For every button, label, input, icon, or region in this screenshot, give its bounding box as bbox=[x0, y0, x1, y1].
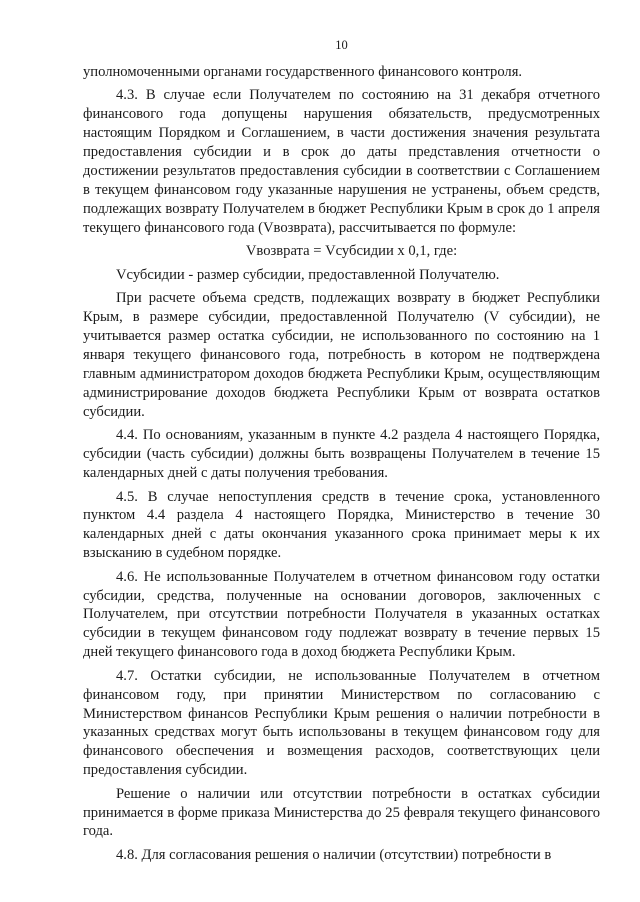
paragraph-decision: Решение о наличии или отсутствии потребности в остатках субсидии принимается в форме приказа Министерства до 25 февраля текущего финансового года. bbox=[83, 785, 600, 840]
paragraph-4-5: 4.5. В случае непоступления средств в течение срока, установленного пунктом 4.4 раздела 4 настоящего Порядка, Министерство в течение 30 календарных дней с даты окончания указанного срока принимает меры к их взысканию в судебном порядке. bbox=[83, 488, 600, 562]
paragraph-continuation: уполномоченными органами государственного финансового контроля. bbox=[83, 64, 523, 80]
paragraph-formula-definition: Vсубсидии - размер субсидии, предоставленной Получателю. bbox=[116, 267, 500, 284]
paragraph-4-3: 4.3. В случае если Получателем по состоянию на 31 декабря отчетного финансового года допущены нарушения обязательств, предусмотренных настоящим Порядком и Соглашением, в части достижения значения результата предоставления субсидии и в срок до даты представления отчетности о достижении результатов предоставления субсидии в соответствии с Соглашением в текущем финансовом году указанные нарушения не устранены, объем средств, подлежащих возврату Получателем в бюджет Республики Крым в срок до 1 апреля текущего финансового года (Vвозврата), рассчитывается по формуле: bbox=[83, 87, 600, 236]
page-number: 10 bbox=[335, 38, 348, 52]
paragraph-4-7: 4.7. Остатки субсидии, не использованные Получателем в отчетном финансовом году, при принятии Министерством по согласованию с Министерством финансов Республики Крым решения о наличии потребности в указанных средствах могут быть использованы в текущем финансовом году для финансового обеспечения и возмещения расходов, соответствующих цели предоставления субсидии. bbox=[83, 667, 600, 779]
formula: Vвозврата = Vсубсидии x 0,1, где: bbox=[245, 243, 458, 260]
paragraph-4-6: 4.6. Не использованные Получателем в отчетном финансовом году остатки субсидии, средства, полученные на основании договоров, заключенных с Получателем, при отсутствии потребности Получателя в указанных остатках субсидии в текущем финансовом году подлежат возврату в течение первых 15 дней текущего финансового года в доход бюджета Республики Крым. bbox=[83, 568, 600, 661]
paragraph-4-4: 4.4. По основаниям, указанным в пункте 4.2 раздела 4 настоящего Порядка, субсидии (часть субсидии) должны быть возвращены Получателем в течение 15 календарных дней с даты получения требования. bbox=[83, 427, 600, 482]
paragraph-calculation-note: При расчете объема средств, подлежащих возврату в бюджет Республики Крым, в размере субсидии, предоставленной Получателю (V субсидии), не учитывается размер остатка субсидии, не использованного по состоянию на 1 января текущего финансового года, потребность в котором не подтверждена главным администратором доходов бюджета Республики Крым, осуществляющим администрирование доходов бюджета Республики Крым от возврата остатков субсидии. bbox=[83, 290, 600, 420]
paragraph-4-8: 4.8. Для согласования решения о наличии (отсутствии) потребности в bbox=[116, 846, 552, 863]
